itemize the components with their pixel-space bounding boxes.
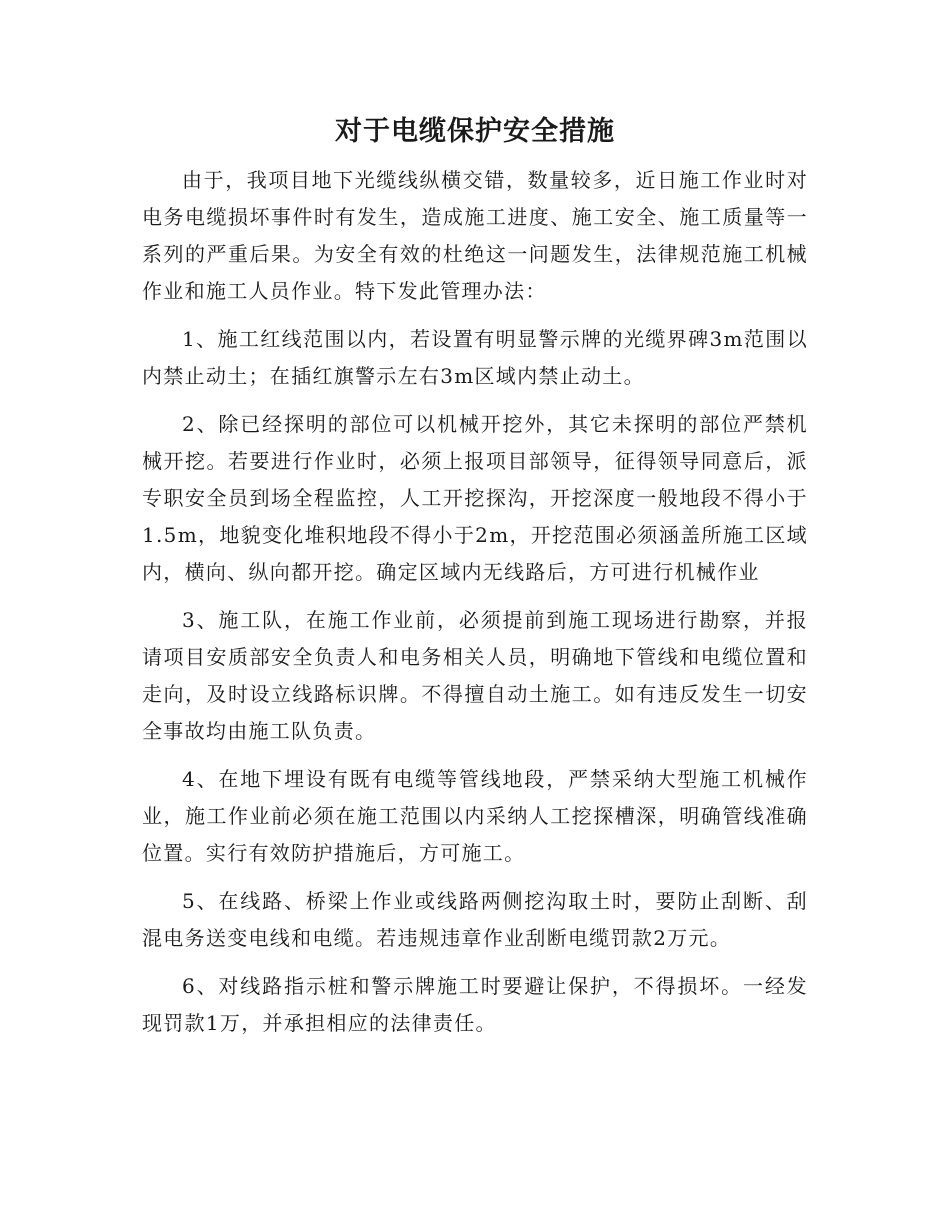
rule-paragraph-1: 1、施工红线范围以内，若设置有明显警示牌的光缆界碑3m范围以内禁止动土；在插红旗警示左右3m区域内禁止动土。	[142, 327, 808, 388]
rule-paragraph-6: 6、对线路指示桩和警示牌施工时要避让保护，不得损坏。一经发现罚款1万，并承担相应的法律责任。	[142, 974, 808, 1035]
intro-paragraph: 由于，我项目地下光缆线纵横交错，数量较多，近日施工作业时对电务电缆损坏事件时有发生，造成施工进度、施工安全、施工质量等一系列的严重后果。为安全有效的杜绝这一问题发生，法律规范施工机械作业和施工人员作业。特下发此管理办法：	[142, 168, 808, 303]
rule-paragraph-4: 4、在地下埋设有既有电缆等管线地段，严禁采纳大型施工机械作业，施工作业前必须在施工范围以内采纳人工挖探槽深，明确管线准确位置。实行有效防护措施后，方可施工。	[142, 767, 808, 865]
rule-paragraph-5: 5、在线路、桥梁上作业或线路两侧挖沟取土时，要防止刮断、刮混电务送变电线和电缆。若违规违章作业刮断电缆罚款2万元。	[142, 889, 808, 950]
rule-paragraph-3: 3、施工队，在施工作业前，必须提前到施工现场进行勘察，并报请项目安质部安全负责人和电务相关人员，明确地下管线和电缆位置和走向，及时设立线路标识牌。不得擅自动土施工。如有违反发生一切安全事故均由施工队负责。	[142, 608, 808, 743]
document-title: 对于电缆保护安全措施	[335, 116, 615, 147]
document-body	[142, 162, 808, 1042]
rule-paragraph-2: 2、除已经探明的部位可以机械开挖外，其它未探明的部位严禁机械开挖。若要进行作业时，必须上报项目部领导，征得领导同意后，派专职安全员到场全程监控，人工开挖探沟，开挖深度一般地段不得小于1.5m，地貌变化堆积地段不得小于2m，开挖范围必须涵盖所施工区域内，横向、纵向都开挖。确定区域内无线路后，方可进行机械作业	[142, 412, 808, 584]
